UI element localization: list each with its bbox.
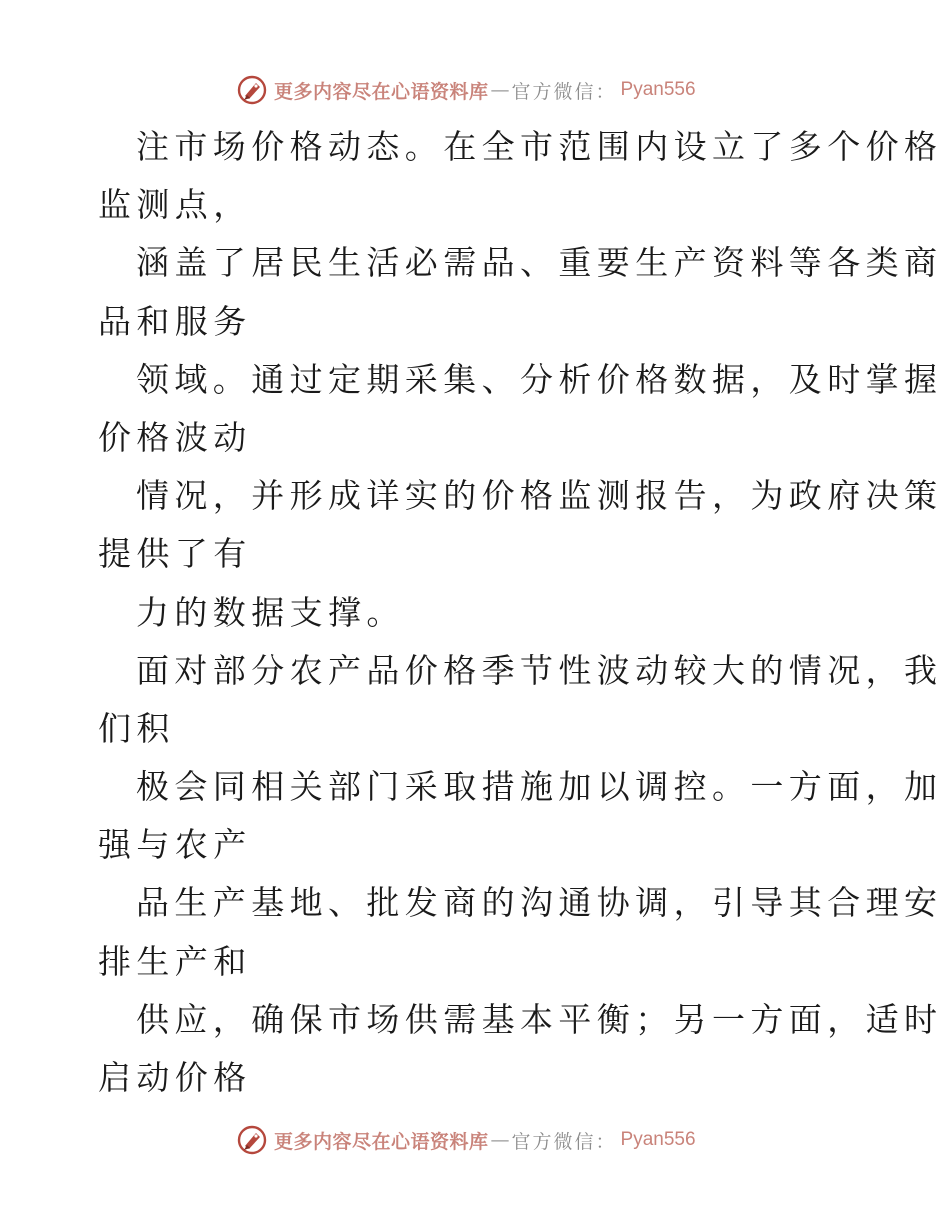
text-line: 提供了有 [98,534,252,574]
text-line: 极会同相关部门采取措施加以调控。一方面，加 [136,767,943,807]
banner-wechat-account: Pyan556 [620,79,696,100]
text-line: 力的数据支撑。 [136,592,405,632]
text-line: 排生产和 [98,941,252,981]
pen-nib-logo-icon [236,1124,268,1156]
text-line: 品和服务 [98,301,252,341]
text-line: 启动价格 [98,1058,252,1097]
banner-dash: — [490,79,510,101]
header-banner [236,73,696,107]
text-line: 注市场价格动态。在全市范围内设立了多个价格 [136,127,943,166]
text-line: 面对部分农产品价格季节性波动较大的情况，我 [136,650,943,690]
pen-nib-logo-icon [236,74,268,106]
text-line: 情况，并形成详实的价格监测报告，为政府决策 [136,476,943,516]
text-line: 涵盖了居民生活必需品、重要生产资料等各类商 [136,243,943,283]
banner-brand-text: 更多内容尽在心语资料库 [274,80,489,103]
text-line: 强与农产 [98,825,252,865]
banner-brand-text: 更多内容尽在心语资料库 [274,1130,489,1153]
text-line: 供应，确保市场供需基本平衡；另一方面，适时 [136,999,943,1039]
text-line: 价格波动 [98,417,252,457]
text-line: 品生产基地、批发商的沟通协调，引导其合理安 [136,883,943,923]
banner-wechat-account: Pyan556 [620,1129,696,1150]
banner-wechat-label: 官方微信： [511,80,617,103]
text-line: 监测点， [98,185,252,225]
footer-banner [236,1123,696,1157]
banner-dash: — [490,1129,510,1151]
document-body [98,118,943,1107]
banner-wechat-label: 官方微信： [511,1130,617,1153]
text-line: 们积 [98,708,175,748]
text-line: 领域。通过定期采集、分析价格数据，及时掌握 [136,359,943,399]
